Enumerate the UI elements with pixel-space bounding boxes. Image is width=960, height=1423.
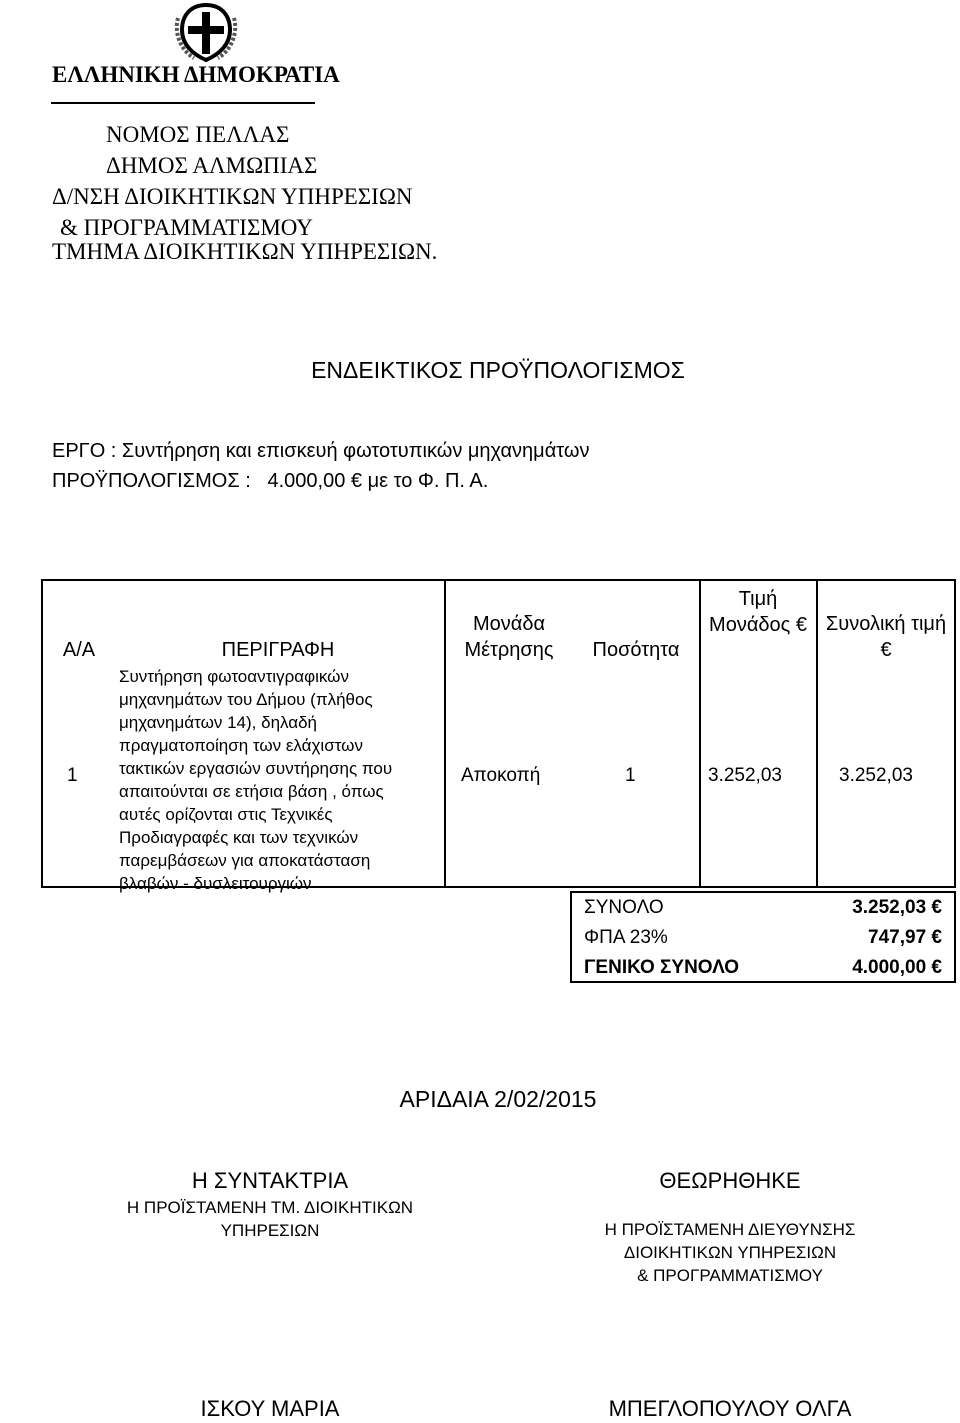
- left-signature-role: Η ΣΥΝΤΑΚΤΡΙΑ: [191, 1168, 349, 1193]
- row-quantity: 1: [625, 765, 636, 786]
- row-total-price: 3.252,03: [839, 765, 913, 786]
- right-signature-name: ΜΠΕΓΛΟΠΟΥΛΟΥ ΟΛΓΑ: [608, 1396, 852, 1421]
- header-unit-price: Τιμή Μονάδος €: [709, 588, 807, 636]
- header-line-prefecture: ΝΟΜΟΣ ΠΕΛΛΑΣ: [106, 122, 290, 147]
- budget-value: 4.000,00 €: [267, 470, 363, 492]
- vat-label: ΦΠΑ 23%: [584, 927, 668, 948]
- column-divider: [444, 581, 446, 886]
- totals-row-grand-total: [584, 955, 942, 985]
- republic-title: ΕΛΛΗΝΙΚΗ ΔΗΜΟΚΡΑΤΙΑ: [52, 62, 340, 87]
- grand-total-label: ΓΕΝΙΚΟ ΣΥΝΟΛΟ: [584, 957, 740, 978]
- header-line-department: ΤΜΗΜΑ ΔΙΟΙΚΗΤΙΚΩΝ ΥΠΗΡΕΣΙΩΝ.: [52, 239, 438, 264]
- header-total-price: Συνολική τιμή €: [825, 613, 947, 661]
- header-divider: [51, 102, 315, 104]
- header-line-directorate: Δ/ΝΣΗ ΔΙΟΙΚΗΤΙΚΩΝ ΥΠΗΡΕΣΙΩΝ: [52, 184, 413, 209]
- totals-box: [570, 891, 956, 983]
- row-unit-price: 3.252,03: [708, 765, 782, 786]
- budget-line: [52, 470, 488, 493]
- left-signature-name: ΙΣΚΟΥ ΜΑΡΙΑ: [200, 1396, 340, 1421]
- header-line-municipality: ΔΗΜΟΣ ΑΛΜΩΠΙΑΣ: [106, 153, 318, 178]
- budget-table: [41, 579, 956, 893]
- right-signature-title-1: Η ΠΡΟΪΣΤΑΜΕΝΗ ΔΙΕΥΘΥΝΣΗΣ: [604, 1220, 856, 1239]
- header-description: ΠΕΡΙΓΡΑΦΗ: [221, 639, 335, 661]
- left-signature-title-1: Η ΠΡΟΪΣΤΑΜΕΝΗ ΤΜ. ΔΙΟΙΚΗΤΙΚΩΝ: [126, 1198, 414, 1217]
- row-unit: Αποκοπή: [461, 765, 541, 786]
- document-title: ΕΝΔΕΙΚΤΙΚΟΣ ΠΡΟΫΠΟΛΟΓΙΣΜΟΣ: [311, 357, 685, 383]
- right-signature-role: ΘΕΩΡΗΘΗΚΕ: [659, 1168, 801, 1193]
- header-line-programming: & ΠΡΟΓΡΑΜΜΑΤΙΣΜΟΥ: [60, 215, 313, 240]
- budget-label: ΠΡΟΫΠΟΛΟΓΙΣΜΟΣ :: [52, 470, 251, 492]
- totals-row-vat: [584, 925, 942, 955]
- budget-suffix: με το Φ. Π. Α.: [367, 470, 489, 492]
- right-signature-title-3: & ΠΡΟΓΡΑΜΜΑΤΙΣΜΟΥ: [637, 1266, 823, 1285]
- row-aa: 1: [67, 765, 78, 786]
- subtotal-label: ΣΥΝΟΛΟ: [584, 897, 664, 918]
- project-line: [52, 440, 590, 463]
- vat-value: 747,97 €: [868, 927, 942, 948]
- totals-row-subtotal: [584, 895, 942, 925]
- header-quantity: Ποσότητα: [592, 639, 680, 661]
- row-description: Συντήρηση φωτοαντιγραφικών μηχανημάτων του Δήμου (πλήθος μηχανημάτων 14), δηλαδή πραγματοποίηση των ελάχιστων τακτικών εργασιών συντήρησης που απαιτούνται σε ετήσια βάση , όπως αυτές ορίζονται στις Τεχνικές Προδιαγραφές και των τεχνικών παρεμβάσεων για αποκατάσταση βλαβών - δυσλειτουργιών: [119, 667, 393, 893]
- left-signature-title-2: ΥΠΗΡΕΣΙΩΝ: [220, 1221, 320, 1240]
- header-aa: Α/Α: [62, 639, 96, 661]
- subtotal-value: 3.252,03 €: [852, 897, 942, 918]
- place-date: ΑΡΙΔΑΙΑ 2/02/2015: [399, 1086, 597, 1112]
- project-label: ΕΡΓΟ :: [52, 440, 122, 462]
- right-signature-title-2: ΔΙΟΙΚΗΤΙΚΩΝ ΥΠΗΡΕΣΙΩΝ: [623, 1243, 837, 1262]
- greek-emblem-icon: [172, 2, 240, 64]
- header-unit: Μονάδα Μέτρησης: [464, 613, 554, 661]
- grand-total-value: 4.000,00 €: [852, 957, 942, 978]
- project-value: Συντήρηση και επισκευή φωτοτυπικών μηχανημάτων: [121, 440, 590, 462]
